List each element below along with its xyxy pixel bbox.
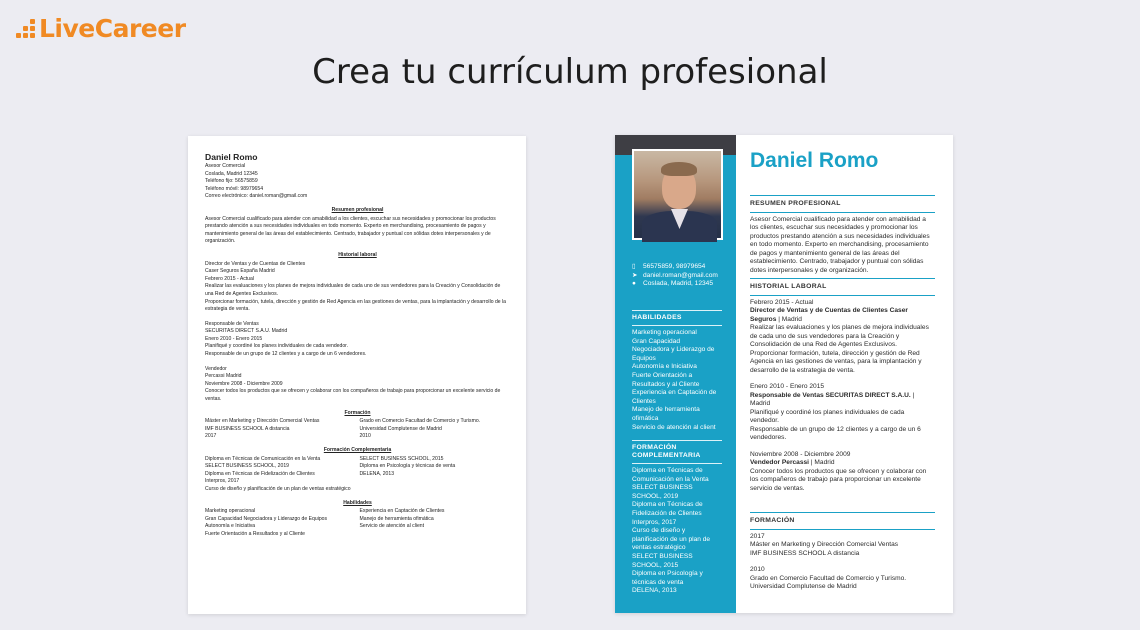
livecareer-logo[interactable] (16, 14, 186, 43)
profile-photo (632, 149, 723, 240)
education-heading: Formación (344, 409, 371, 416)
work-heading: Historial laboral (338, 251, 377, 258)
sidebar-skills-heading: HABILIDADES (632, 314, 682, 321)
skills-heading: Habilidades (343, 499, 372, 506)
contact-email: ➤ daniel.roman@gmail.com (632, 271, 718, 279)
work-section: HISTORIAL LABORAL Febrero 2015 - Actual Director de Ventas y de Cuentas de Clientes Caser Seguros | Madrid Realizar las evaluaciones y los planes de mejora individuales de cada uno de sus vendedores para la Creación y Consolidación de una Red de Agentes Exclusivos. Proporcionar formación, tutela, dirección y gestión de Red Agencia en las gestiones de ventas, para la implantación y desarrollo de la estrategia de venta. Enero 2010 - Enero 2015 Responsable de Ventas SECURITAS DIRECT S.A.U. | Madrid Planifiqué y coordiné los planes individuales de cada vendedor. Responsable de un grupo de 12 clientes y a cargo de un 6 vendedores. Noviembre 2008 - Diciembre 2009 Vendedor Percassi | Madrid Conocer todos los productos que se ofrecen y colaborar con los compañeros de trabajo para proporcionar un excelente servicio de ventas. (750, 278, 935, 493)
location-icon: ● (632, 280, 636, 288)
job-entry: Director de Ventas y de Cuentas de Clientes Caser Seguros España Madrid Febrero 2015 - Actual Realizar las evaluaciones y los planes de mejora individuales de cada uno de sus vendedores para la Creación y Consolidación de una Red de Agentes Exclusivos. Proporcionar formación, tutela, dirección y gestión de Red Agencia en las gestiones de ventas, para la implantación y desarrollo de la estrategia de venta. (205, 260, 506, 313)
page-title: Crea tu currículum profesional (312, 52, 828, 92)
education-columns: Máster en Marketing y Dirección Comercial Ventas IMF BUSINESS SCHOOL A distancia 2017 Grado en Comercio Facultad de Comercio y Turismo. Universidad Complutense de Madrid 2010 (205, 418, 481, 440)
contact-phone: ▯ 56575859, 98979654 (632, 263, 706, 270)
resume-header-lines: Asesor Comercial Coslada, Madrid 12345 Teléfono fijo: 56575859 Teléfono móvil: 98979654 Correo electrónico: daniel.roman@gmail.com (205, 163, 308, 200)
resume-name: Daniel Romo (205, 152, 258, 162)
resume-plain-card[interactable] (188, 136, 526, 614)
resume-designed-card[interactable] (615, 135, 953, 613)
skills-columns: Marketing operacional Gran Capacidad Negociadora y Liderazgo de Equipos Autonomía e Iniciativa Fuerte Orientación a Resultados y al Cliente Experiencia en Captación de Clientes Manejo de herramienta ofimática Servicio de atención al client (205, 508, 445, 537)
logo-mark-icon (16, 19, 35, 38)
resume-name: Daniel Romo (750, 149, 879, 172)
contact-list (632, 263, 732, 289)
job-entry: Vendedor Percassi Madrid Noviembre 2008 - Diciembre 2009 Conocer todos los productos que se ofrecen y colaborar con los compañeros de trabajo para proporcionar un excelente servicio de ventas. (205, 365, 501, 403)
education-section: FORMACIÓN 2017 Máster en Marketing y Dirección Comercial Ventas IMF BUSINESS SCHOOL A distancia 2010 Grado en Comercio Facultad de Comercio y Turismo. Universidad Complutense de Madrid (750, 512, 935, 592)
job-entry: Responsable de Ventas SECURITAS DIRECT S.A.U. Madrid Enero 2010 - Enero 2015 Planifiqué y coordiné los planes individuales de cada vendedor. Responsable de un grupo de 12 clientes y a cargo de un 6 vendedores. (205, 320, 367, 358)
logo-text: LiveCareer (39, 14, 186, 43)
contact-location: ● Coslada, Madrid, 12345 (632, 280, 714, 288)
extra-education-heading: Formación Complementaria (323, 447, 392, 453)
summary-section: RESUMEN PROFESIONAL Asesor Comercial cualificado para atender con amabilidad a los clientes, escuchar sus necesidades y promocionar los productos prestando atención a sus necesidades individuales en todo momento. Experto en merchandising, procesamiento de pagos y mantenimiento general de las áreas del establecimiento. Centrado, trabajador y puntual con sólidas dotes interpersonales y de organización. (750, 195, 935, 275)
sidebar-skills: HABILIDADES Marketing operacional Gran Capacidad Negociadora y Liderazgo de Equipos Autonomía e Iniciativa Fuerte Orientación a Resultados y al Cliente Experiencia en Captación de Clientes Manejo de herramienta ofimática Servicio de atención al client (632, 307, 722, 432)
phone-icon: ▯ (632, 263, 636, 270)
summary-heading: Resumen profesional (331, 206, 384, 213)
summary-text: Asesor Comercial cualificado para atender con amabilidad a los clientes, escuchar sus necesidades y promocionar los productos prestando atención a sus necesidades individuales en todo momento. Experto en merchandising, procesamiento de pagos y mantenimiento general de las áreas del establecimiento. Centrado, trabajador y puntual con sólidas dotes interpersonales y de organización. (205, 215, 496, 245)
send-icon: ➤ (632, 271, 638, 279)
extra-education-columns: Diploma en Técnicas de Comunicación en la Venta SELECT BUSINESS SCHOOL, 2019 Diploma en Técnicas de Fidelización de Clientes Interpros, 2017 Curso de diseño y planificación de un plan de ventas estratégico SELECT BUSINESS SCHOOL, 2015 Diploma en Psicología y técnicas de venta DELENA, 2013 (205, 455, 456, 492)
resume-sidebar (615, 135, 736, 613)
sidebar-extra-education: FORMACIÓN COMPLEMENTARIA Diploma en Técnicas de Comunicación en la Venta SELECT BUSINESS SCHOOL, 2019 Diploma en Técnicas de Fidelización de Clientes Interpros, 2017 Curso de diseño y planificación de un plan de ventas estratégico SELECT BUSINESS SCHOOL, 2015 Diploma en Psicología y técnicas de venta DELENA, 2013 (632, 437, 722, 596)
